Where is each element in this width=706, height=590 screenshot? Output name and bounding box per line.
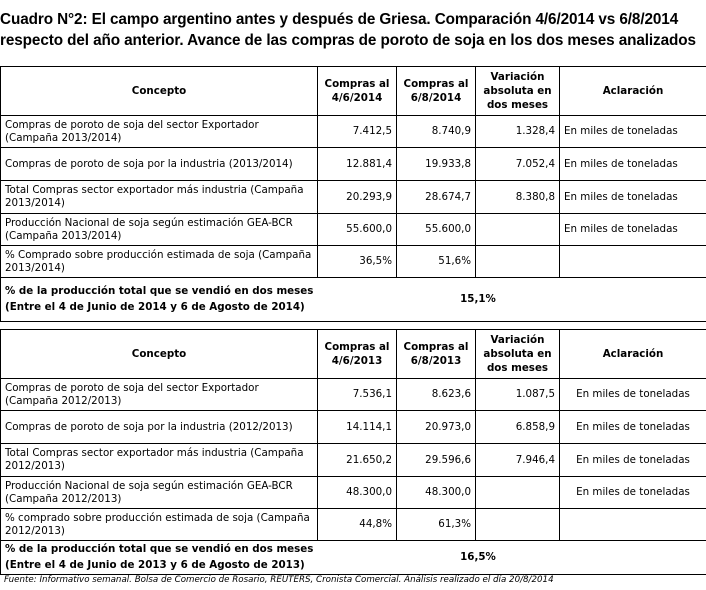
cell-compras-2: 29.596,6 [397, 444, 476, 477]
cell-aclaracion: En miles de toneladas [560, 379, 706, 411]
cell-aclaracion: En miles de toneladas [560, 444, 706, 477]
title-line-1: Cuadro N°2: El campo argentino antes y después de Griesa. Comparación 4/6/2014 vs 6/8/2014 [0, 11, 679, 28]
cell-compras-2: 55.600,0 [397, 214, 476, 246]
cell-compras-1: 20.293,9 [318, 181, 397, 214]
table-row [1, 116, 706, 148]
header-variacion: Variación absoluta en dos meses [476, 67, 560, 116]
cell-variacion: 6.858,9 [476, 411, 560, 444]
cell-variacion [476, 509, 560, 541]
table-row [1, 379, 706, 411]
cell-compras-2: 8.740,9 [397, 116, 476, 148]
cell-concepto: Total Compras sector exportador más industria (Campaña 2012/2013) [1, 444, 318, 477]
cell-compras-1: 12.881,4 [318, 148, 397, 181]
total-empty-cell [560, 278, 706, 322]
total-label [1, 278, 397, 322]
cell-compras-1: 36,5% [318, 246, 397, 278]
cell-concepto: Total Compras sector exportador más industria (Campaña 2013/2014) [1, 181, 318, 214]
cell-variacion [476, 246, 560, 278]
total-label-line-1: % de la producción total que se vendió en dos meses [5, 285, 314, 297]
table-row [1, 181, 706, 214]
total-empty-cell [560, 541, 706, 575]
total-row [1, 278, 706, 322]
table-row [1, 246, 706, 278]
header-variacion: Variación absoluta en dos meses [476, 330, 560, 379]
total-value: 15,1% [397, 278, 560, 322]
document-title [0, 9, 706, 51]
cell-aclaracion [560, 509, 706, 541]
cell-compras-1: 14.114,1 [318, 411, 397, 444]
cell-compras-1: 55.600,0 [318, 214, 397, 246]
cell-variacion: 1.087,5 [476, 379, 560, 411]
table-row [1, 148, 706, 181]
table-row [1, 214, 706, 246]
cell-variacion [476, 477, 560, 509]
header-compras-2: Compras al 6/8/2014 [397, 67, 476, 116]
cell-aclaracion: En miles de toneladas [560, 477, 706, 509]
cell-aclaracion: En miles de toneladas [560, 181, 706, 214]
cell-compras-2: 28.674,7 [397, 181, 476, 214]
source-footnote: Fuente: Informativo semanal. Bolsa de Comercio de Rosario, REUTERS, Cronista Comercial. Análisis realizado el día 20/8/2014 [4, 575, 554, 585]
cell-variacion: 1.328,4 [476, 116, 560, 148]
header-concepto: Concepto [1, 330, 318, 379]
header-aclaracion: Aclaración [560, 67, 706, 116]
cell-aclaracion [560, 246, 706, 278]
cell-compras-2: 20.973,0 [397, 411, 476, 444]
cell-compras-1: 7.536,1 [318, 379, 397, 411]
cell-variacion: 7.946,4 [476, 444, 560, 477]
table-header-row [1, 67, 706, 116]
cell-variacion: 7.052,4 [476, 148, 560, 181]
table-row [1, 477, 706, 509]
cell-compras-2: 8.623,6 [397, 379, 476, 411]
cell-compras-1: 48.300,0 [318, 477, 397, 509]
table-2013 [0, 329, 706, 575]
header-compras-2: Compras al 6/8/2013 [397, 330, 476, 379]
cell-concepto: Compras de poroto de soja del sector Exportador (Campaña 2013/2014) [1, 116, 318, 148]
cell-aclaracion: En miles de toneladas [560, 411, 706, 444]
total-label-line-2: (Entre el 4 de Junio de 2014 y 6 de Agosto de 2014) [5, 301, 305, 313]
total-label-line-1: % de la producción total que se vendió en dos meses [5, 543, 314, 555]
header-compras-1: Compras al 4/6/2013 [318, 330, 397, 379]
cell-compras-2: 48.300,0 [397, 477, 476, 509]
cell-compras-2: 19.933,8 [397, 148, 476, 181]
cell-concepto: Compras de poroto de soja por la industria (2012/2013) [1, 411, 318, 444]
cell-variacion [476, 214, 560, 246]
table-row [1, 411, 706, 444]
header-compras-1: Compras al 4/6/2014 [318, 67, 397, 116]
cell-variacion: 8.380,8 [476, 181, 560, 214]
cell-concepto: Producción Nacional de soja según estimación GEA-BCR (Campaña 2013/2014) [1, 214, 318, 246]
total-label-line-2: (Entre el 4 de Junio de 2013 y 6 de Agosto de 2013) [5, 559, 305, 571]
cell-concepto: Compras de poroto de soja del sector Exportador (Campaña 2012/2013) [1, 379, 318, 411]
total-label [1, 541, 397, 575]
total-value: 16,5% [397, 541, 560, 575]
cell-compras-1: 7.412,5 [318, 116, 397, 148]
cell-concepto: % comprado sobre producción estimada de soja (Campaña 2012/2013) [1, 509, 318, 541]
table-header-row [1, 330, 706, 379]
cell-compras-1: 44,8% [318, 509, 397, 541]
cell-aclaracion: En miles de toneladas [560, 214, 706, 246]
cell-compras-2: 51,6% [397, 246, 476, 278]
cell-concepto: Compras de poroto de soja por la industria (2013/2014) [1, 148, 318, 181]
header-concepto: Concepto [1, 67, 318, 116]
total-row [1, 541, 706, 575]
cell-aclaracion: En miles de toneladas [560, 148, 706, 181]
cell-compras-2: 61,3% [397, 509, 476, 541]
title-line-2: respecto del año anterior. Avance de las compras de poroto de soja en los dos meses analizados [0, 32, 696, 49]
table-row [1, 444, 706, 477]
table-row [1, 509, 706, 541]
table-2014 [0, 66, 706, 322]
cell-concepto: Producción Nacional de soja según estimación GEA-BCR (Campaña 2012/2013) [1, 477, 318, 509]
cell-compras-1: 21.650,2 [318, 444, 397, 477]
header-aclaracion: Aclaración [560, 330, 706, 379]
cell-concepto: % Comprado sobre producción estimada de soja (Campaña 2013/2014) [1, 246, 318, 278]
cell-aclaracion: En miles de toneladas [560, 116, 706, 148]
